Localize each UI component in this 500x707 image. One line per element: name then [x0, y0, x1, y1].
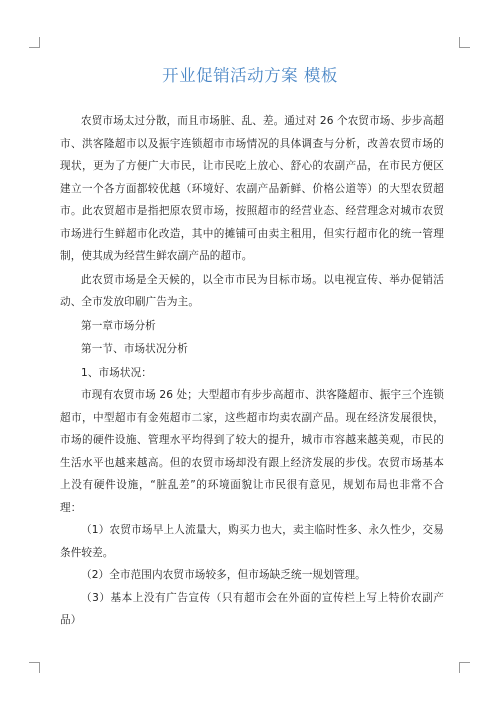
list-item-3: （3）基本上没有广告宣传（只有超市会在外面的宣传栏上写上特价农副产品）	[60, 591, 444, 626]
paragraph-target-market: 此农贸市场是全天候的，以全市市民为目标市场。以电视宣传、举办促销活动、全市发放印刷广告为主。	[60, 273, 444, 308]
list-item-1: （1）农贸市场早上人流量大，购买力也大，卖主临时性多、永久性少，交易条件较差。	[60, 524, 444, 559]
subsection-heading: 1、市场状况：	[81, 366, 153, 379]
section-heading: 第一节、市场状况分析	[81, 343, 188, 355]
crop-mark-bottom-right	[459, 662, 470, 673]
chapter-heading: 第一章市场分析	[81, 319, 156, 332]
document-body	[60, 110, 444, 632]
crop-mark-top-right	[459, 37, 470, 48]
list-item-2: （2）全市范围内农贸市场较多，但市场缺乏统一规划管理。	[81, 569, 366, 581]
crop-mark-bottom-left	[29, 662, 40, 673]
paragraph-intro: 农贸市场太过分散，而且市场脏、乱、差。通过对 26 个农贸市场、步步高超市、洪客隆超市以及振宇连锁超市市场情况的具体调查与分析，改善农贸市场的现状，更为了方便广大市民，让市民吃上放心、舒心的农副产品，在市民方便区建立一个各方面都较优越（环境好、农副产品新鲜、价格公道等）的大型农贸超市。此农贸超市是指把原农贸市场，按照超市的经营业态、经营理念对城市农贸市场进行生鲜超市化改造，其中的摊铺可由卖主租用，但实行超市化的统一管理制，使其成为经营生鲜农副产品的超市。	[60, 115, 444, 262]
paragraph-market-status: 市现有农贸市场 26 处；大型超市有步步高超市、洪客隆超市、振宇三个连锁超市，中型超市有金苑超市二家，这些超市均卖农副产品。现在经济发展很快，市场的硬件设施、管理水平均得到了较大的提升，城市市容越来越美观，市民的生活水平也越来越高。但的农贸市场却没有跟上经济发展的步伐。农贸市场基本上没有硬件设施，“脏乱差”的环境面貌让市民很有意见，规划布局也非常不合理：	[60, 389, 444, 514]
crop-mark-top-left	[29, 37, 40, 48]
document-title: 开业促销活动方案 模板	[162, 66, 338, 85]
